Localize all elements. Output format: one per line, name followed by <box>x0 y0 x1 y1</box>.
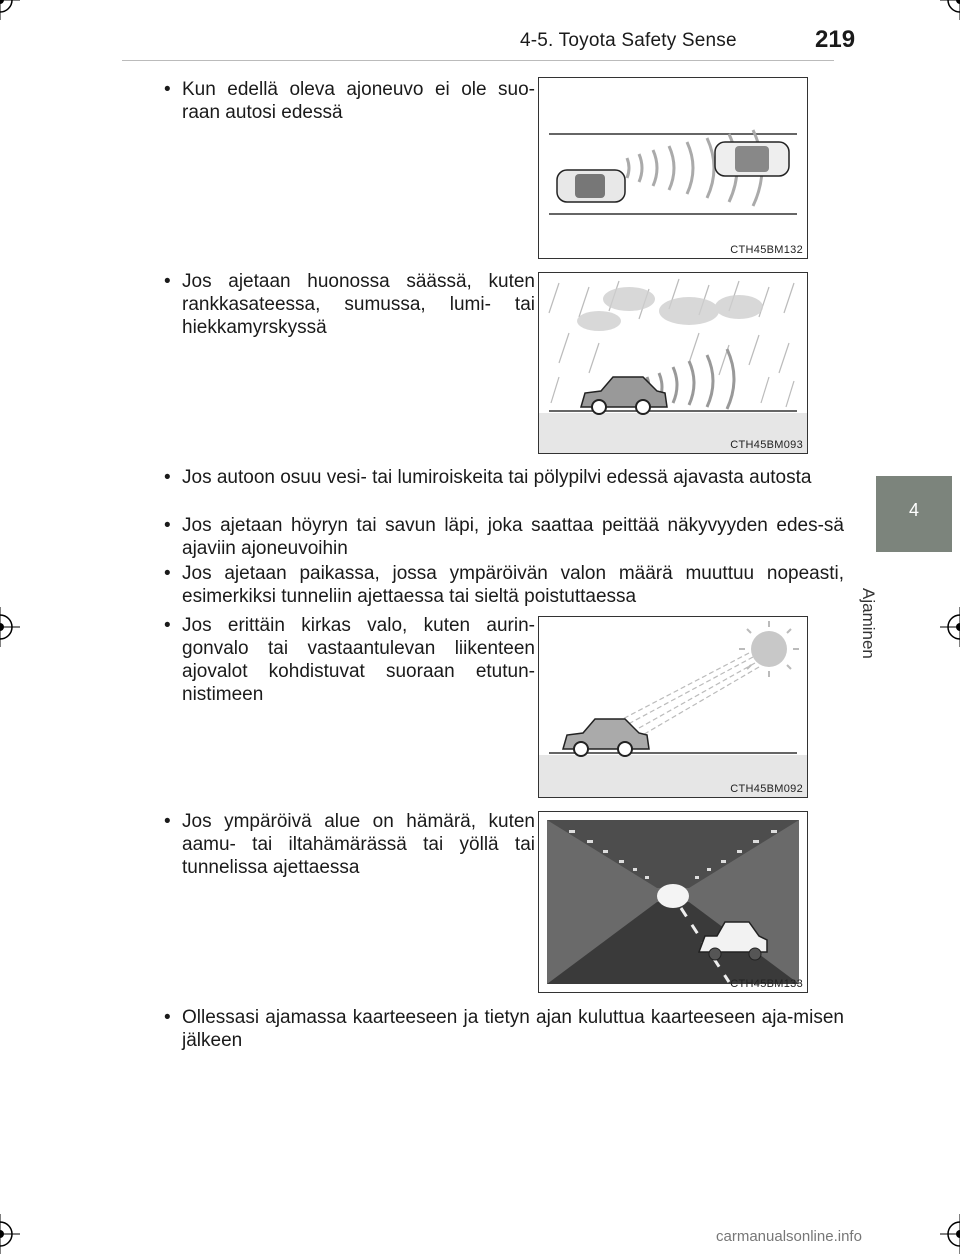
figure-tunnel <box>538 811 808 993</box>
figure-code: CTH45BM133 <box>730 978 803 990</box>
bullet-item: • Jos ajetaan paikassa, jossa ympäröivän valon määrä muuttuu nopeasti, esimerkiksi tunneliin ajettaessa tai sieltä poistuttaessa <box>164 562 844 608</box>
chapter-label: Ajaminen <box>859 588 878 659</box>
bullet-item: • Ollessasi ajamassa kaarteeseen ja tietyn ajan kuluttua kaarteeseen aja-misen jälkeen <box>164 1006 844 1052</box>
bullet-item: • Jos ajetaan höyryn tai savun läpi, joka saattaa peittää näkyvyyden edes-sä ajaviin ajoneuvoihin <box>164 514 844 560</box>
section-title: 4-5. Toyota Safety Sense <box>520 30 737 51</box>
figure-code: CTH45BM092 <box>730 783 803 795</box>
bullet-item: • Kun edellä oleva ajoneuvo ei ole suo-raan autosi edessä <box>164 78 535 124</box>
registration-mark-icon <box>940 607 960 647</box>
registration-mark-icon <box>940 0 960 20</box>
figure-code: CTH45BM093 <box>730 439 803 451</box>
registration-mark-icon <box>0 1214 20 1254</box>
bullet-item: • Jos ympäröivä alue on hämärä, kuten aamu- tai iltahämärässä tai yöllä tai tunnelissa ajettaessa <box>164 810 535 879</box>
figure-bad-weather <box>538 272 808 454</box>
footer-watermark: carmanualsonline.info <box>716 1228 862 1245</box>
chapter-number: 4 <box>908 500 919 520</box>
bullet-item: • Jos autoon osuu vesi- tai lumiroiskeita tai pölypilvi edessä ajavasta autosta <box>164 466 844 489</box>
tunnel-illustration <box>539 812 807 992</box>
figure-vehicle-ahead-offset <box>538 77 808 259</box>
bullet-item: • Jos ajetaan huonossa säässä, kuten rankkasateessa, sumussa, lumi- tai hiekkamyrskyssä <box>164 270 535 339</box>
bullet-item: • Jos erittäin kirkas valo, kuten aurin-gonvalo tai vastaantulevan liikenteen ajovalot kohdistuvat suoraan etutun-nistimeen <box>164 614 535 706</box>
page-number: 219 <box>815 26 856 53</box>
rain-illustration <box>539 273 807 453</box>
figure-bright-light <box>538 616 808 798</box>
figure-code: CTH45BM132 <box>730 244 803 256</box>
car-illustration <box>539 78 807 258</box>
header-divider <box>122 60 834 61</box>
registration-mark-icon <box>940 1214 960 1254</box>
registration-mark-icon <box>0 0 20 20</box>
registration-mark-icon <box>0 607 20 647</box>
sun-illustration <box>539 617 807 797</box>
